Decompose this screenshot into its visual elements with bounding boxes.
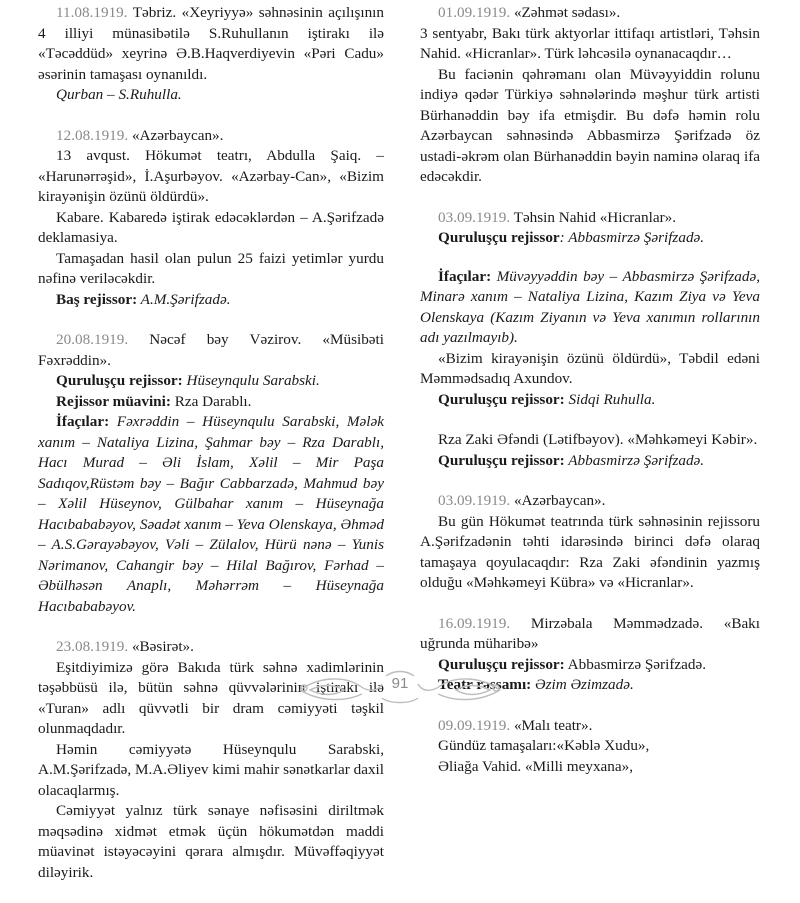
entry-title: Mirzəbala Məmmədzadə. «Bakı uğrunda müharibə» <box>420 614 760 652</box>
entry-title: Nəcəf bəy Vəzirov. «Müsibəti Fəxrəddin». <box>38 331 384 369</box>
entry-date: 09.09.1919. <box>438 716 511 734</box>
entry-date: 03.09.1919. <box>438 208 511 226</box>
credit-line <box>38 371 384 392</box>
entry <box>420 491 760 594</box>
credit-value: Əzim Əzimzadə. <box>531 676 634 693</box>
entry-paragraph: Kabare. Kabaredə iştirak edəcəklərdən – A.Şərifzadə deklamasiya. <box>38 208 384 246</box>
cast-list <box>420 267 760 349</box>
entry-signature: Qurban – S.Ruhulla. <box>56 86 182 103</box>
entry-date: 20.08.1919. <box>56 331 129 348</box>
page-footer <box>0 668 800 708</box>
entry-paragraph: Eşitdiyimizə görə Bakıda türk səhnə xadimlərinin təşəbbüsü ilə, bütün səhnə qüvvələrinin iştirakı ilə «Turan» adlı qüvvətli bir dram cəmiyyəti təşkil olunmaqdadır. <box>38 658 384 737</box>
entry-paragraph: Gündüz tamaşaları:«Kəblə Xudu», <box>438 737 650 754</box>
entry <box>38 330 384 617</box>
entry-date: 16.09.1919. <box>438 614 511 632</box>
credit-label: Quruluşçu rejissor: <box>438 451 565 469</box>
entry-heading <box>420 716 760 737</box>
credit-value: Sidqi Ruhulla. <box>564 390 656 408</box>
entry <box>420 267 760 411</box>
entry-source: «Bəsirət». <box>128 638 194 655</box>
entry-paragraph: Həmin cəmiyyətə Hüseynqulu Sarabski, A.M.Şərifzadə, M.A.Əliyev kimi mahir sənətkarlar daxil olacaqlarmış. <box>38 740 384 799</box>
entry-paragraph: 13 avqust. Hökumət teatrı, Abdulla Şaiq. – «Harunərrəşid», İ.Aşurbəyov. «Azərbay-Can», «Bizim kirayənişin özünü öldürdü». <box>38 147 384 205</box>
entry-heading <box>38 637 384 658</box>
cast-label: İfaçılar: <box>56 413 110 430</box>
credit-line <box>420 390 760 411</box>
entry-paragraph: Cəmiyyət yalnız türk sənaye nəfisəsini diriltmək məqsədinə xidmət etmək üçün hökumətdən maddi müavinət istəyəcəyini qərara almışdır. Müvəffəqiyyət diləyirik. <box>38 802 384 881</box>
left-column <box>38 3 384 903</box>
credit-value: Hüseynqulu Sarabski. <box>182 372 320 389</box>
credit-label: Quruluşçu rejissor: <box>438 390 565 408</box>
cast-value: Fəxrəddin – Hüseynqulu Sarabski, Mələk xanım – Nataliya Lizina, Şahmar bəy – Rza Darablı, Hacı Murad – Əli İslam, Xəlil – Mir Paşa Sadıqov,Rüstəm bəy – Bağır Cabbarzadə, Mahmud bəy – Xəlil Hüseynov, Gülbahar xanım – Hüseynağa Hacıbababəyov, Səadət xanım – Yeva Olenskaya, Əhməd – A.S.Gərayəbəyov, Vəli – Zülalov, Hürü nənə – Yunis Nərimanov, Cahangir bəy – Hilal Bağırov, Fərhad – Əbülhəsən Anaplı, Məhərrəm – Hüseynağa Hacıbababəyov. <box>38 413 384 615</box>
credit-label: Baş rejissor: <box>56 290 138 308</box>
credit-value: Abbasmirzə Şərifzadə. <box>564 451 705 469</box>
entry-source: «Zəhmət sədası». <box>510 4 621 21</box>
cast-list <box>38 412 384 617</box>
cast-label: İfaçılar: <box>438 267 492 285</box>
credit-label: Quruluşçu rejissor <box>438 229 560 246</box>
entry-date: 12.08.1919. <box>56 126 129 144</box>
entry-source: «Azərbaycan». <box>510 492 606 509</box>
entry-paragraph: Bu faciənin qəhrəmanı olan Müvəyyiddin rolunu indiyə qədər Türkiyə səhnələrində məşhur türk artisti Bürhanəddin bəy ifa etmişdir. Bu dəfə həmin rolu Azərbaycan səhnəsində Abbasmirzə Şərifzadə öz ustadi-əkrəm olan Bürhanəddin bəyin naminə olaraq ifa edəcəkdir. <box>420 65 760 185</box>
entry-heading <box>420 614 760 655</box>
entry-source: «Malı teatr». <box>510 716 593 734</box>
entry-paragraph: 3 sentyabr, Bakı türk aktyorlar ittifaqı artistləri, Təhsin Nahid. «Hicranlar». Türk ləhcəsilə oynanacaqdır… <box>420 24 760 62</box>
credit-line <box>38 392 384 413</box>
entry-paragraph: Rza Zaki Əfəndi (Lətifbəyov). «Məhkəmeyi Kəbir». <box>438 431 758 448</box>
credit-value: A.M.Şərifzadə. <box>137 290 231 308</box>
credit-line <box>38 290 384 311</box>
credit-line <box>420 451 760 472</box>
credit-line <box>420 228 760 249</box>
entry <box>38 126 384 311</box>
entry-paragraph: Bu gün Hökumət teatrında türk səhnəsinin rejissoru A.Şərifzadənin təhti idarəsində birinci dəfə olaraq tamaşaya qoyulacaqdır: Rza Zaki əfəndinin yazmış olduğu «Məhkəmeyi Kübra» və «Hicranlar». <box>420 512 760 591</box>
credit-label: Rejissor müavini: <box>56 392 171 410</box>
entry <box>420 430 760 471</box>
entry-text: Təbriz. «Xeyriyyə» səhnəsinin açılışının 4 illiyi münasibətilə S.Ruhullanın iştirakı ilə «Təcəddüd» xeyrinə Ə.B.Haqverdiyevin «Pəri Cadu» əsərinin tamaşası oynanıldı. <box>38 4 384 83</box>
credit-value: : Abbasmirzə Şərifzadə. <box>559 229 705 246</box>
entry-date: 03.09.1919. <box>438 492 511 509</box>
entry-paragraph <box>38 3 384 85</box>
entry-heading <box>420 208 760 229</box>
entry-heading <box>420 3 760 24</box>
entry-heading <box>38 126 384 147</box>
entry-paragraph: Tamaşadan hasil olan pulun 25 faizi yetimlər yurdu nəfinə veriləcəkdir. <box>38 249 384 287</box>
entry-date: 01.09.1919. <box>438 4 511 21</box>
entry-paragraph: «Bizim kirayənişin özünü öldürdü», Təbdil edəni Məmmədsadıq Axundov. <box>420 349 760 387</box>
page-number: 91 <box>391 675 409 692</box>
entry <box>420 3 760 188</box>
cast-value: Müvəyyəddin bəy – Abbasmirzə Şərifzadə, Minarə xanım – Nataliya Lizina, Kazım Ziya və Yeva Olenskaya (Kazım Ziyanın və Yeva xanımın rollarının adı yazılmayıb). <box>420 267 760 346</box>
entry-paragraph: Əliağa Vahid. «Milli meyxana», <box>438 757 634 775</box>
entry-heading <box>420 491 760 512</box>
credit-label: Quruluşçu rejissor: <box>438 655 565 673</box>
credit-label: Teatr rəssamı: <box>438 676 532 693</box>
credit-value: Abbasmirzə Şərifzadə. <box>564 655 706 673</box>
entry-title: Təhsin Nahid «Hicranlar». <box>510 208 677 226</box>
credit-value: Rza Darablı. <box>170 392 252 410</box>
entry <box>420 716 760 778</box>
entry-date: 11.08.1919. <box>56 4 128 21</box>
entry <box>38 3 384 106</box>
entry-heading <box>38 330 384 371</box>
entry-date: 23.08.1919. <box>56 638 129 655</box>
entry-source: «Azərbaycan». <box>128 126 224 144</box>
credit-label: Quruluşçu rejissor: <box>56 372 183 389</box>
entry <box>420 208 760 249</box>
